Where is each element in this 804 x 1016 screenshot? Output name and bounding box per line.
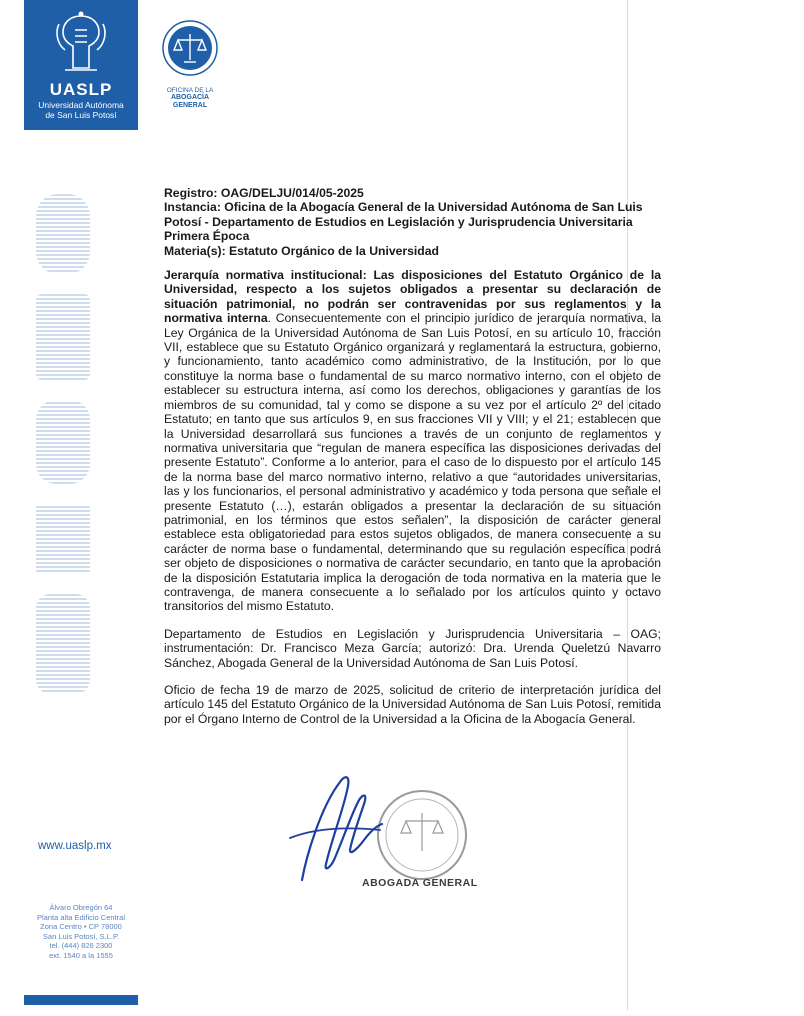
uaslp-vertical-watermark bbox=[32, 190, 94, 710]
address-block: Álvaro Obregón 64 Planta alta Edificio Central Zona Centro • CP 78000 San Luis Potosí, S.L.P. tel. (444) 826 2300 ext. 1540 a la 1555 bbox=[37, 903, 125, 960]
oag-logo-line3: GENERAL bbox=[172, 102, 208, 109]
registro: Registro: OAG/DELJU/014/05-2025 bbox=[164, 186, 364, 200]
document-header bbox=[164, 186, 661, 258]
oficio-paragraph: Oficio de fecha 19 de marzo de 2025, solicitud de criterio de interpretación jurídica del artículo 145 del Estatuto Orgánico de la Universidad Autónoma de San Luis Potosí, remitida por el Órgano Interno de Control de la Universidad a la Oficina de la Abogacía General. bbox=[164, 683, 661, 726]
website-link[interactable]: www.uaslp.mx bbox=[38, 840, 112, 852]
rubro: Jerarquía normativa institucional: Las disposiciones del Estatuto Orgánico de la Universidad, respecto a los sujetos obligados a presentar su declaración de situación patrimonial, no podrán ser contravenidas por sus reglamentos y la normativa interna bbox=[164, 268, 661, 326]
uaslp-crest-icon bbox=[51, 10, 111, 76]
uaslp-acronym: UASLP bbox=[49, 80, 113, 99]
oag-logo-line1: OFICINA DE LA bbox=[166, 87, 214, 94]
texto: . Consecuentemente con el principio jurídico de jerarquía normativa, la Ley Orgánica de la Universidad Autónoma de San Luis Potosí, en su artículo 10, fracción VII, establece que su Estatuto Orgánico organizará y reglamentará la estructura, gobierno, y funcionamiento, tanto académico como administrativo, de la Institución, por lo que constituye la norma base o fundamental de su marco normativo interno, con el objeto de establecer su estructura interna, así como los derechos, obligaciones y garantías de los miembros de su comunidad, tal y como se dispone a su vez por el artículo 2º del citado Estatuto; en tanto que sus artículos 9, en sus fracciones VII y VIII; y el 21; establecen que la Universidad desarrollará sus funciones a través de un conjunto de reglamentos y normativa universitaria que “regulan de manera específica las disposiciones derivadas del presente Estatuto”. Conforme a lo anterior, para el caso de lo dispuesto por el artículo 145 de la norma base del marco normativo interno, relativo a que “autoridades universitarias, las y los funcionarios, el personal administrativo y académico y toda persona que señale el presente Estatuto (…), estarán obligados a presentar la declaración de su situación patrimonial, en los términos que estos señalen”, la disposición de carácter general establece esta obligatoriedad para estos sujetos obligados, de manera consecuente a su carácter de norma base o fundamental, determinando que su regulación específica podrá ser objeto de disposiciones o normativa de carácter secundario, en tanto que la aprobación de la disposición Estatutaria implica la derogación de toda normativa en la materia que le contravenga, de manera consecuente a lo señalado por los artículos quinto y octavo transitorios del mismo Estatuto. bbox=[164, 311, 661, 614]
uaslp-logo-block bbox=[24, 0, 138, 130]
document-body bbox=[164, 186, 661, 726]
scales-of-justice-icon bbox=[162, 20, 218, 76]
uaslp-full-name: Universidad Autónoma de San Luis Potosí bbox=[38, 100, 124, 120]
handwritten-signature bbox=[280, 768, 390, 888]
oag-logo bbox=[160, 20, 220, 110]
instancia: Instancia: Oficina de la Abogacía General de la Universidad Autónoma de San Luis Potosí - Departamento de Estudios en Legislación y Jurisprudencia Universitaria bbox=[164, 200, 643, 229]
stamp-label: ABOGADA GENERAL bbox=[362, 877, 478, 889]
materia: Materia(s): Estatuto Orgánico de la Universidad bbox=[164, 243, 439, 258]
oag-logo-line2: ABOGACÍA bbox=[170, 94, 210, 101]
epoca: Primera Época bbox=[164, 229, 250, 244]
footer-color-bar bbox=[24, 995, 138, 1005]
credit-paragraph: Departamento de Estudios en Legislación y Jurisprudencia Universitaria – OAG; instrumentación: Dr. Francisco Meza García; autorizó: Dra. Urenda Queletzú Navarro Sánchez, Abogada General de la Universidad Autónoma de San Luis Potosí. bbox=[164, 626, 661, 670]
main-paragraph bbox=[164, 268, 661, 614]
